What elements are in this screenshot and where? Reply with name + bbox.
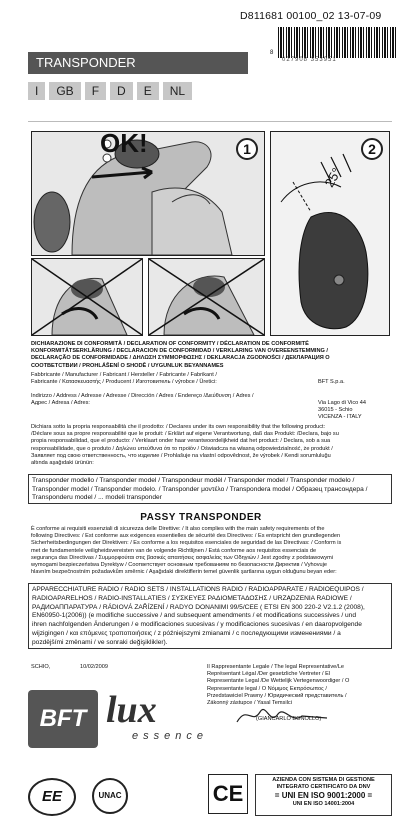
signer-name: (GIANCARLO BONOLLO)	[256, 716, 322, 722]
conformity-line: segurança das Directivas / Συμμορφούται στις βασικές απαιτήσεις ασφαλείας των Οδηγιών / Jest zgodny z podstawowymi	[31, 554, 334, 561]
statement-line: Заявляет под свою ответственность, что изделие / Prohlašuje na vlastní odpovědnost, že výrobek / Kendi sorumluluğu	[31, 452, 331, 459]
radio-line: pozdějšími změnami / ve sonraki değişiklikler).	[32, 638, 168, 646]
ok-label: OK!	[100, 131, 148, 158]
rep-line: Il Rappresentante Legale / The legal Representative/Le	[207, 664, 345, 670]
iso-certification-box	[255, 774, 392, 816]
conformity-line: met de fundamentele veiligheidsvereisten van de volgende Richtlijnen / Está conforme aos requisitos essenciais de	[31, 547, 317, 554]
declaration-heading-line: DECLARAÇÃO DE CONFORMIDADE / ΔΗΛΩΣΗ ΣΥΜΜΟΡΦΩΣΗΣ / DEKLARACJA ZGODNOŚCI / ДЕКЛАРАЦИЯ О	[31, 355, 330, 362]
iso-line: INTEGRATO CERTIFICATO DA DNV	[276, 784, 371, 790]
lang-tab-es[interactable]: E	[137, 82, 159, 100]
barcode	[278, 27, 396, 58]
ce-mark: CE	[208, 774, 248, 814]
declaration-statement	[31, 424, 391, 467]
radio-line: ihren nachfolgenden Änderungen / e modificaciones sucesivas / y modificaciones sucesivas / en daaropvolgende	[32, 621, 362, 629]
figure-step1c-panel	[148, 258, 265, 336]
conformity-line: È conforme ai requisiti essenziali di sicurezza delle Direttive: / It also complies with the main safety requirements of the	[31, 526, 325, 532]
barcode-number: 027908 353951	[282, 57, 337, 63]
lang-tab-de[interactable]: D	[110, 82, 133, 100]
conformity-line: Sicherheitsbedingungen der Direktiven: / Es conforme a los requisitos esenciales de seguridad de las Directivas: / Conform is	[31, 540, 342, 547]
bft-logo: BFT	[28, 690, 98, 748]
model-box	[28, 474, 392, 504]
barcode-prefix: 8	[270, 50, 274, 56]
manufacturer-label-line: Fabricante / Κατασκευαστής / Producent / Изготовитель / výrobce / Üretici:	[31, 379, 217, 386]
figure-step1b-panel	[31, 258, 143, 336]
rep-line: Représentant Légal /Der gesetzliche Vertreter / El	[207, 671, 331, 678]
conformity-line: wymogami bezpieczeństwa Dyrektyw / Соответствует основным требованиям по безопасности Директив / Vyhovuje	[31, 562, 327, 569]
figure-step2-panel	[270, 131, 390, 336]
language-tabs	[28, 82, 192, 100]
wrong-insertion-illustration-2	[149, 259, 264, 335]
lang-tab-nl[interactable]: NL	[163, 82, 192, 100]
statement-line: /Déclare sous sa propre responsabilité que le produit: / Erklärt auf eigene Verantwortung, daß das Produkt: /Declara, bajo su	[31, 431, 339, 438]
address-label-line: Indirizzo / Address / Adresse / Adresse / Dirección / Adres / Endereço /Διεύθυνση / Adres /	[31, 393, 254, 399]
radio-line: wijzigingen / και επόμενες τροποποιήσεις / z późniejszymi zmianami / с последующими изменениями / a	[32, 629, 341, 637]
place: SCHIO,	[31, 664, 51, 670]
lang-tab-gb[interactable]: GB	[49, 82, 80, 100]
lang-tab-it[interactable]: I	[28, 82, 45, 100]
figure-step1-panel	[31, 131, 265, 256]
document-reference: D811681 00100_02 13-07-09	[240, 10, 382, 22]
address-line: Via Lago di Vico 44	[318, 400, 367, 406]
radio-line: EN60950-1(2006)) (e modifiche successive / and subsequent amendments / et modifications successives / und	[32, 612, 356, 620]
lang-tab-fr[interactable]: F	[85, 82, 106, 100]
page-title: TRANSPONDER	[28, 52, 248, 74]
statement-line: altında aşağıdaki ürünün:	[31, 460, 94, 467]
conformity-line: hlavním bezpečnostním požadavkům směrnic / Aşağıdaki direktiflerin temel güvenlik şartlarına uygun olduğunu beyan eder:	[31, 569, 337, 576]
address-line: 36015 - Schio	[318, 407, 353, 414]
manufacturer-name: BFT S.p.a.	[318, 379, 345, 385]
product-name: PASSY TRANSPONDER	[140, 512, 262, 523]
ee-certification-logo: EE	[28, 778, 76, 816]
rep-line: Przedstawiciel Prawny / Юридический представитель /	[207, 692, 347, 699]
rep-line: Representante Legal /De Wettelijk Vertegenwoordiger / O	[207, 678, 350, 685]
divider	[28, 121, 392, 122]
iso-line: UNI EN ISO 14001:2004	[292, 801, 355, 807]
signature	[232, 700, 332, 730]
radio-line: APPARECCHIATURE RADIO / RADIO SETS / INSTALLATIONS RADIO / RADIOAPPARATE / RADIOEQUIPOS /	[32, 586, 364, 593]
address-label-line: Адрес / Adresa / Adres:	[31, 400, 90, 407]
manufacturer-label	[31, 372, 301, 386]
hand-remote-illustration	[32, 132, 264, 255]
model-line: Transponder modello / Transponder model / Transpondeur modèl / Transponder model / Transponder modelo /	[32, 477, 355, 484]
radio-line: RADIOAPARELHOS / RADIO-INSTALLATIES / ΣΥΣΚΕΥΕΣ ΡΑΔΙΟΜΕΤΑΔΟΣΗΣ / URZĄDZENIA RADIOWE /	[32, 594, 352, 602]
angle-label: 25°	[321, 165, 345, 190]
model-line: Transponder model / Transponder modelo. / Transponder μοντέλο / Transpondera model / Образец трансондера /	[32, 485, 368, 493]
iso-line: AZIENDA CON SISTEMA DI GESTIONE	[272, 777, 375, 783]
remote-angle-illustration	[271, 132, 389, 335]
address-line: VICENZA - ITALY	[318, 414, 362, 421]
step-number-2: 2	[361, 138, 383, 160]
rep-line: Zákonný zástupce / Yasal Temsilci	[207, 700, 292, 707]
conformity-text	[31, 526, 391, 576]
rep-line: Representante legal / Ο Νόμιμος Εκπρόσωπος /	[207, 685, 327, 692]
statement-line: Dichiara sotto la propria responsabilità che il prodotto: / Declares under its own responsibility that the following product:	[31, 424, 326, 430]
declaration-heading-line: СООТВЕТСТВИИ / PROHLÁŠENÍ O SHODĚ / UYGUNLUK BEYANNAMES	[31, 362, 224, 369]
radio-line: РАДИОАППАРАТУРА / RÁDIOVÁ ZAŘÍZENÍ / RADYO DONANIMI 99/5/CEE ( ETSI EN 300 220-2 V2.1.2 (2008),	[32, 603, 365, 611]
declaration-heading-line: KONFORMITÄTSERKLÄRUNG / DECLARACION DE CONFORMIDAD / VERKLARING VAN OVEREENSTEMMING /	[31, 348, 328, 355]
statement-line: responsabilidade, que o produto / Δηλώνει υπεύθυνα ότι το προϊόν / Oświadcza na własną odpowiedzialność, że produkt /	[31, 445, 333, 452]
essence-text: essence	[132, 730, 208, 742]
wrong-insertion-illustration	[32, 259, 142, 335]
lux-logo: lux	[106, 689, 157, 731]
statement-line: propia responsabilidad, que el producto: / Verklaart onder haar verantwoordelijkheid dat het product: / Declara, sob a sua	[31, 438, 331, 445]
declaration-heading	[31, 341, 391, 370]
manufacturer-label-line: Fabbricante / Manufacturer / Fabricant / Hersteller / Fabricante / Fabrikant /	[31, 372, 217, 378]
conformity-line: following Directives: / Est conforme aux exigences essentielles de sécurité des Directives: / Es entspricht den grundlegenden	[31, 533, 341, 540]
model-line: Transponderu model / ... modeli transponder	[32, 494, 162, 502]
address-label	[31, 393, 311, 407]
address-value	[318, 400, 366, 422]
unac-logo: UNAC	[92, 778, 128, 814]
date: 10/02/2009	[80, 664, 108, 670]
iso-line: = UNI EN ISO 9001:2000 =	[274, 791, 373, 800]
declaration-heading-line: DICHIARAZIONE DI CONFORMITÀ / DECLARATION OF CONFORMITY / DÉCLARATION DE CONFORMITÉ	[31, 341, 309, 347]
radio-directive-box	[28, 583, 392, 649]
step-number-1: 1	[236, 138, 258, 160]
